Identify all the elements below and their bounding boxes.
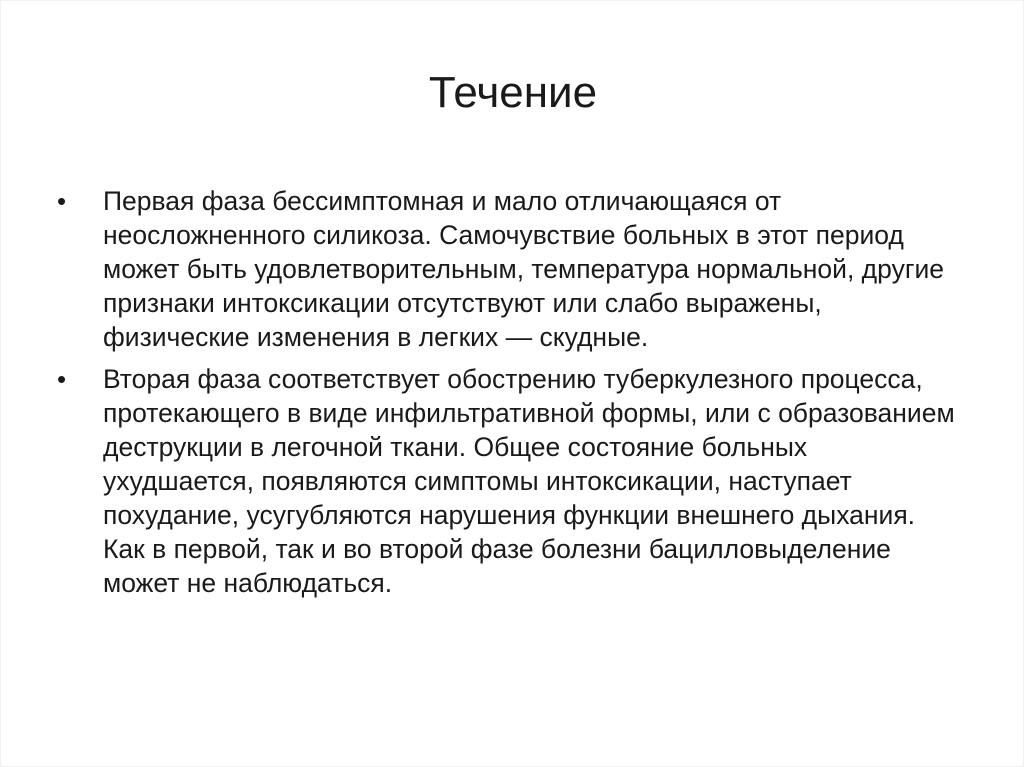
bullet-text: Вторая фаза соответствует обострению туберкулезного процесса, протекающего в виде инфильтративной формы, или с образованием деструкции в легочной ткани. Общее состояние больных ухудшается, появляются симптомы интоксикации, наступает похудание, усугубляются нарушения функции внешнего дыхания. Как в первой, так и во второй фазе болезни бацилловыделение может не наблюдаться. <box>103 364 955 598</box>
slide-title: Течение <box>428 68 598 117</box>
bullet-text: Первая фаза бессимптомная и мало отличающаяся от неосложненного силикоза. Самочувствие больных в этот период может быть удовлетворительным, температура нормальной, другие признаки интоксикации отсутствуют или слабо выражены, физические изменения в легких — скудные. <box>103 186 945 352</box>
bullet-item-first-phase <box>57 184 963 354</box>
bullet-item-second-phase <box>57 362 963 600</box>
bullet-marker: • <box>57 364 67 394</box>
bullet-list <box>57 184 963 608</box>
bullet-marker: • <box>57 186 67 216</box>
